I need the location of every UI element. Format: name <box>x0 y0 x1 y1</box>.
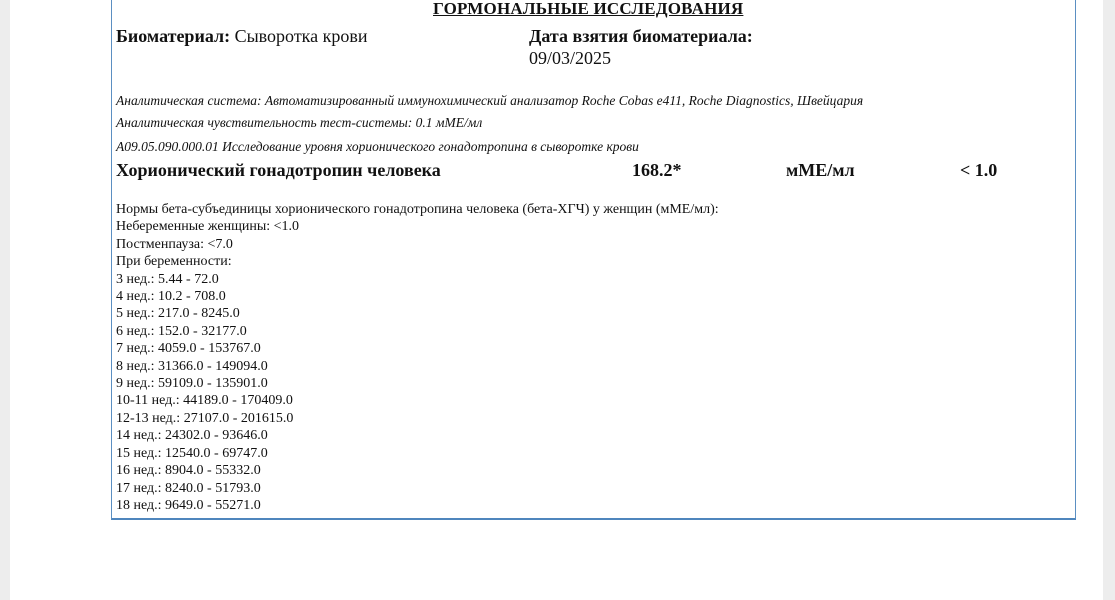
norms-line: Постменпауза: <7.0 <box>116 236 233 252</box>
norms-line: 18 нед.: 9649.0 - 55271.0 <box>116 497 261 513</box>
test-code-line: A09.05.090.000.01 Исследование уровня хорионического гонадотропина в сыворотке крови <box>116 139 639 154</box>
biomaterial-label: Биоматериал: <box>116 26 231 46</box>
result-test-name: Хорионический гонадотропин человека <box>116 160 441 180</box>
norms-line: 14 нед.: 24302.0 - 93646.0 <box>116 428 268 444</box>
norms-line: 17 нед.: 8240.0 - 51793.0 <box>116 480 261 496</box>
norms-line: 12-13 нед.: 27107.0 - 201615.0 <box>116 410 294 426</box>
analytic-sensitivity-text: Аналитическая чувствительность тест-системы: 0.1 мМЕ/мл <box>116 115 483 130</box>
norms-line: 4 нед.: 10.2 - 708.0 <box>116 289 226 305</box>
norms-line: 8 нед.: 31366.0 - 149094.0 <box>116 358 268 374</box>
norms-line: 3 нед.: 5.44 - 72.0 <box>116 271 219 287</box>
collection-date-value: 09/03/2025 <box>529 48 612 68</box>
report-title: ГОРМОНАЛЬНЫЕ ИССЛЕДОВАНИЯ <box>433 0 744 18</box>
norms-line: При беременности: <box>116 254 232 270</box>
result-value: 168.2* <box>632 160 682 180</box>
norms-line: 15 нед.: 12540.0 - 69747.0 <box>116 445 268 461</box>
biomaterial-row <box>116 26 368 47</box>
norms-line: 10-11 нед.: 44189.0 - 170409.0 <box>116 393 293 409</box>
result-reference: < 1.0 <box>960 160 998 180</box>
collection-date-label: Дата взятия биоматериала: <box>529 26 753 46</box>
analytic-system-text: Аналитическая система: Автоматизированный иммунохимический анализатор Roche Cobas e411, Roche Diagnostics, Швейцария <box>116 93 864 108</box>
biomaterial-value: Сыворотка крови <box>234 26 368 46</box>
norms-line: 6 нед.: 152.0 - 32177.0 <box>116 323 247 339</box>
norms-line: 9 нед.: 59109.0 - 135901.0 <box>116 376 268 392</box>
norms-title: Нормы бета-субъединицы хорионического гонадотропина человека (бета-ХГЧ) у женщин (мМЕ/мл): <box>116 202 719 217</box>
norms-line: 16 нед.: 8904.0 - 55332.0 <box>116 463 261 479</box>
norms-line: 7 нед.: 4059.0 - 153767.0 <box>116 341 261 357</box>
result-unit: мМЕ/мл <box>786 160 855 180</box>
norms-block <box>116 201 719 514</box>
norms-line: Небеременные женщины: <1.0 <box>116 219 300 235</box>
norms-line: 5 нед.: 217.0 - 8245.0 <box>116 306 240 322</box>
